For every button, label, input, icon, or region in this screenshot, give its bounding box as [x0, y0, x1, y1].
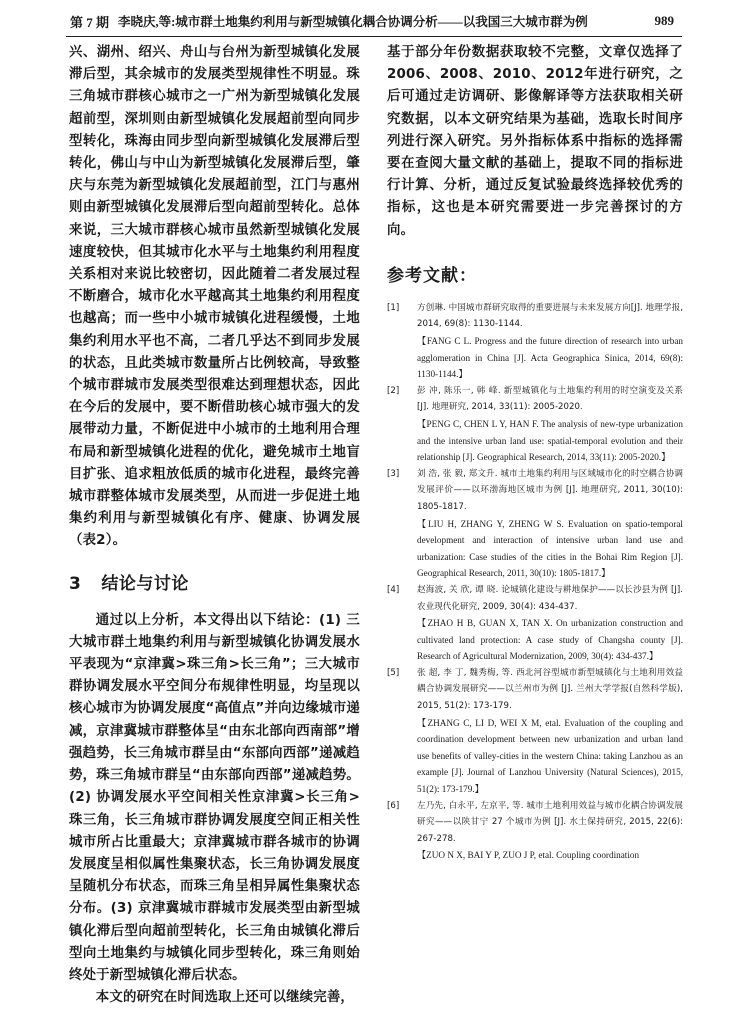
left-column — [69, 42, 360, 1009]
references-heading: 参考文献： — [387, 265, 477, 286]
reference-en: 【ZHAO H B, GUAN X, TAN X. On urbanization construction and cultivated land protection: A case study of Changsha county [J]. Research of Agricultural Modernization, 2009, 30(4): 434-437.】 — [417, 618, 683, 662]
reference-cn: 刘 浩, 张 毅, 郑文升. 城市土地集约利用与区域城市化的时空耦合协调发展评价——以环渤海地区城市为例 [J]. 地理研究, 2011, 30(10): 1805-1817. — [417, 468, 683, 512]
header-issue: 第 7 期 — [70, 14, 110, 30]
body-paragraph: 通过以上分析，本文得出以下结论：(1) 三大城市群土地集约利用与新型城镇化协调发展水平表现为“京津冀>珠三角>长三角”；三大城市群协调发展水平空间分布规律性明显，均呈现以核心城市为协调发展度“高值点”并向边缘城市递减，京津冀城市群整体呈“由东北部向西南部”增强趋势，长三角城市群呈由“东部向西部”递减趋势，珠三角城市群呈“由东部向西部”递减趋势。(2) 协调发展水平空间相关性京津冀>长三角>珠三角，长三角城市群协调发展度空间正相关性城市所占比重最大；京津冀城市群各城市的协调发展度呈相似属性集聚状态，长三角协调发展度呈随机分布状态，而珠三角呈相异属性集聚状态分布。(3) 京津冀城市群城市发展类型由新型城镇化滞后型向超前型转化，长三角由城镇化滞后型向土地集约与城镇化同步型转化，珠三角则始终处于新型城镇化滞后状态。 — [69, 612, 360, 983]
reference-item — [387, 665, 683, 798]
reference-cn: 左乃先, 白永平, 左京平, 等. 城市土地利用效益与城市化耦合协调发展研究——以陕甘宁 27 个城市为例 [J]. 水土保持研究, 2015, 22(6): 267-278. — [417, 800, 683, 844]
reference-cn: 彭 冲, 陈乐一, 韩 峰. 新型城镇化与土地集约利用的时空演变及关系 [J]. 地理研究, 2014, 33(11): 2005-2020. — [417, 385, 683, 413]
reference-en: 【FANG C L. Progress and the future direction of research into urban agglomeration in China [J]. Acta Geographica Sinica, 2014, 69(8): 1130-1144.】 — [417, 336, 683, 380]
reference-cn: 张 超, 李 丁, 魏秀梅, 等. 西北河谷型城市新型城镇化与土地利用效益耦合协调发展研究——以兰州市为例 [J]. 兰州大学学报(自然科学版), 2015, 51(2): 173-179. — [417, 667, 683, 712]
section-heading — [69, 569, 360, 594]
reference-index: [6] — [387, 800, 400, 811]
section-number: 3 — [69, 573, 82, 594]
reference-index: [4] — [387, 584, 400, 595]
right-column — [387, 42, 683, 864]
reference-item — [387, 798, 683, 864]
body-paragraph: 兴、湖州、绍兴、舟山与台州为新型城镇化发展滞后型，其余城市的发展类型规律性不明显。珠三角城市群核心城市之一广州为新型城镇化发展超前型，深圳则由新型城镇化发展超前型向同步型转化，珠海由同步型向新型城镇化发展滞后型转化，佛山与中山为新型城镇化发展滞后型，肇庆与东莞为新型城镇化发展超前型，江门与惠州则由新型城镇化发展滞后型向超前型转化。总体来说，三大城市群核心城市虽然新型城镇化发展速度较快，但其城市化水平与土地集约利用程度关系相对来说比较密切，因此随着二者发展过程不断磨合，城市化水平越高其土地集约利用程度也越高；而一些中小城市城镇化进程缓慢，土地集约利用水平也不高，二者几乎达不到同步发展的状态，且此类城市数量所占比例较高，导致整个城市群城市发展类型很难达到理想状态，因此在今后的发展中，要不断借助核心城市强大的发展带动力量，不断促进中小城市的土地利用合理布局和新型城镇化进程的优化，避免城市土地盲目扩张、追求粗放低质的城市化进程，最终完善城市群整体城市发展类型，从而进一步促进土地集约利用与新型城镇化有序、健康、协调发展（表2）。 — [69, 45, 360, 549]
header-rule — [66, 36, 682, 37]
page-number: 989 — [654, 13, 674, 28]
reference-item — [387, 582, 683, 665]
reference-index: [1] — [387, 302, 400, 313]
reference-cn: 方创琳. 中国城市群研究取得的重要进展与未来发展方向[J]. 地理学报, 2014, 69(8): 1130-1144. — [417, 302, 683, 330]
body-paragraph: 基于部分年份数据获取较不完整，文章仅选择了2006、2008、2010、2012年进行研究，之后可通过走访调研、影像解译等方法获取相关研究数据，以本文研究结果为基础，选取长时间序列进行深入研究。另外指标体系中指标的选择需要在查阅大量文献的基础上，提取不同的指标进行计算、分析，通过反复试验最终选择较优秀的指标，这也是本研究需要进一步完善探讨的方向。 — [387, 45, 683, 238]
reference-index: [5] — [387, 667, 400, 678]
reference-en: 【LIU H, ZHANG Y, ZHENG W S. Evaluation on spatio-temporal development and interaction of intensive urban land use and urbanization: Case studies of the cities in the Bohai Rim Region [J]. Geographical Research, 2011, 30(10): 1805-1817.】 — [417, 518, 683, 579]
reference-item — [387, 300, 683, 383]
header-title: 李晓庆,等:城市群土地集约利用与新型城镇化耦合协调分析——以我国三大城市群为例 — [118, 15, 588, 29]
section-title: 结论与讨论 — [101, 573, 189, 594]
reference-en: 【ZHANG C, LI D, WEI X M, etal. Evaluation of the coupling and coordination development between new urbanization and urban land use benefits of valley-cities in the western China: taking Lanzhou as an example [J]. Journal of Lanzhou University (Natural Sciences), 2015, 51(2): 173-179.】 — [417, 717, 683, 795]
conclusion-body — [69, 610, 360, 1009]
running-header — [70, 8, 674, 34]
right-body — [387, 42, 683, 242]
body-paragraph: 本文的研究在时间选取上还可以继续完善， — [95, 990, 355, 1006]
left-body — [69, 42, 360, 553]
reference-en: 【ZUO N X, BAI Y P, ZUO J P, etal. Coupling coordination — [417, 850, 640, 861]
reference-cn: 赵海波, 关 欣, 谭 晓. 论城镇化建设与耕地保护——以长沙县为例 [J]. 农业现代化研究, 2009, 30(4): 434-437. — [417, 584, 683, 612]
reference-index: [3] — [387, 468, 400, 479]
reference-list — [387, 300, 683, 864]
reference-item — [387, 466, 683, 582]
reference-index: [2] — [387, 385, 400, 396]
reference-item — [387, 383, 683, 466]
reference-en: 【PENG C, CHEN L Y, HAN F. The analysis of new-type urbanization and the intensive urban land use: spatial-temporal evolution and their relationship [J]. Geographical Research, 2014, 33(11): 2005-2020.】 — [417, 418, 683, 463]
